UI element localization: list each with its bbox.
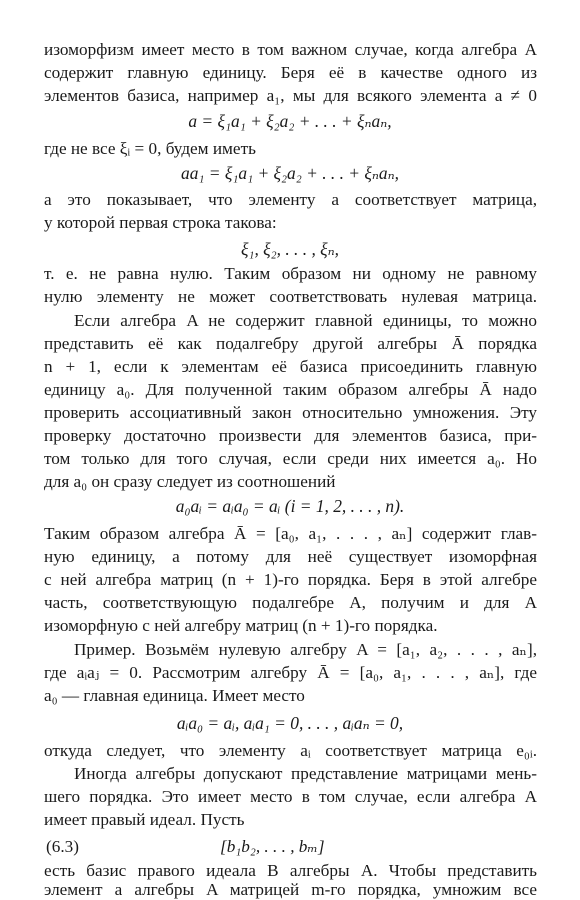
- text-line: имеет правый идеал. Пусть: [44, 810, 245, 829]
- text-line: для a₀ он сразу следует из соотношений: [44, 472, 336, 491]
- text-line: шего порядка. Это имеет место в том случае, если алгебра A: [44, 787, 537, 806]
- text-line: откуда следует, что элементу aᵢ соответствует матрица e₀ᵢ.: [44, 741, 537, 760]
- formula: aᵢa₀ = aᵢ, aᵢa₁ = 0, . . . , aᵢaₙ = 0,: [176, 713, 404, 733]
- text-line: с ней алгебра матриц (n + 1)-го порядка. Беря в этой алгебре: [44, 570, 537, 589]
- equation-body: [b₁b₂, . . . , bₘ]: [220, 837, 325, 856]
- formula: a = ξ₁a₁ + ξ₂a₂ + . . . + ξₙaₙ,: [188, 111, 392, 131]
- text-line: есть базис правого идеала B алгебры A. Чтобы представить: [44, 861, 537, 880]
- text-line: где aᵢaⱼ = 0. Рассмотрим алгебру Ā = [a₀, a₁, . . . , aₙ], где: [44, 663, 537, 682]
- text-line: ную единицу, а потому для неё существует изоморфная: [44, 547, 537, 566]
- text-line: a₀ — главная единица. Имеет место: [44, 686, 305, 705]
- text-line: элементов базиса, например a₁, мы для всякого элемента a ≠ 0: [44, 86, 537, 105]
- formula: aa₁ = ξ₁a₁ + ξ₂a₂ + . . . + ξₙaₙ,: [181, 163, 399, 183]
- text-line: элемент a алгебры A матрицей m-го порядка, умножим все: [44, 880, 537, 899]
- text-line: содержит главную единицу. Беря её в качестве одного из: [44, 63, 537, 82]
- text-line: Иногда алгебры допускают представление матрицами мень-: [74, 764, 537, 783]
- formula: a₀aᵢ = aᵢa₀ = aᵢ (i = 1, 2, . . . , n).: [175, 496, 405, 516]
- text-line: нулю элементу не может соответствовать нулевая матрица.: [44, 287, 537, 306]
- text-line: n + 1, если к элементам её базиса присоединить главную: [44, 357, 537, 376]
- text-line: Если алгебра A не содержит главной единицы, то можно: [74, 311, 537, 330]
- text-line: а это показывает, что элементу a соответствует матрица,: [44, 190, 537, 209]
- text-line: представить её как подалгебру другой алгебры Ā порядка: [44, 334, 537, 353]
- text-line: единицу a₀. Для полученной таким образом алгебры Ā надо: [44, 380, 537, 399]
- text-line: где не все ξᵢ = 0, будем иметь: [44, 139, 256, 158]
- text-line: Пример. Возьмём нулевую алгебру A = [a₁, a₂, . . . , aₙ],: [74, 640, 537, 659]
- formula: ξ₁, ξ₂, . . . , ξₙ,: [240, 239, 339, 259]
- text-line: у которой первая строка такова:: [44, 213, 277, 232]
- text-line: т. е. не равна нулю. Таким образом ни одному не равному: [44, 264, 537, 283]
- text-line: изоморфизм имеет место в том важном случае, когда алгебра A: [44, 40, 537, 59]
- text-line: проверить ассоциативный закон относительно умножения. Эту: [44, 403, 537, 422]
- text-line: том только для того случая, если среди них имеется a₀. Но: [44, 449, 537, 468]
- text-line: Таким образом алгебра Ā = [a₀, a₁, . . . , aₙ] содержит глав-: [44, 524, 537, 543]
- text-line: проверку достаточно произвести для элементов базиса, при-: [44, 426, 537, 445]
- text-line: изоморфную с ней алгебру матриц (n + 1)-го порядка.: [44, 616, 438, 635]
- equation-number: (6.3): [46, 837, 79, 856]
- text-line: часть, соответствующую подалгебре A, получим и для A: [44, 593, 537, 612]
